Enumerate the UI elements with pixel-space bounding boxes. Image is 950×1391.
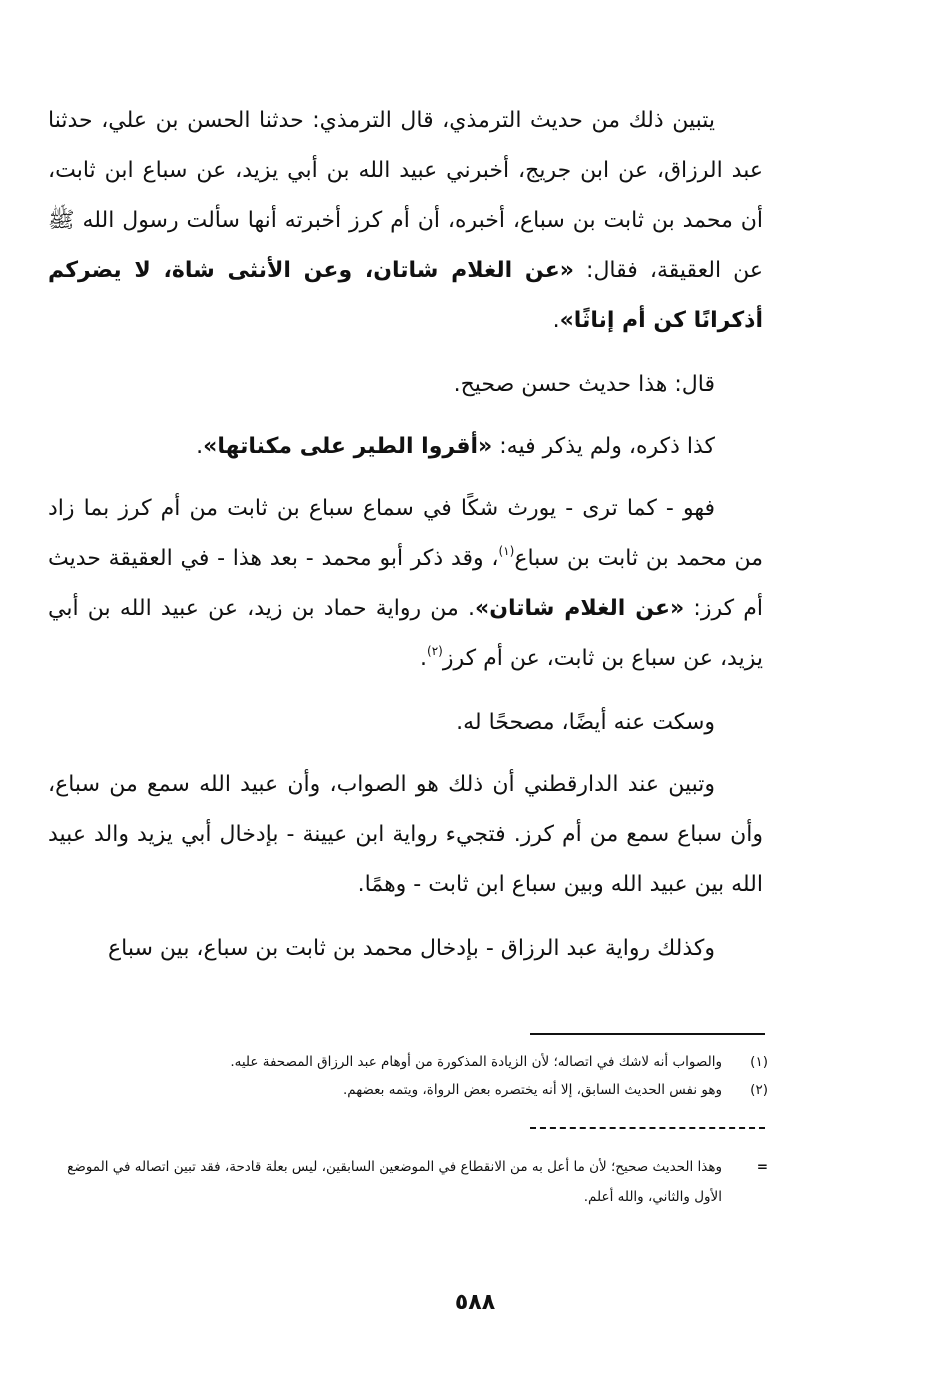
paragraph-text: وتبين عند الدارقطني أن ذلك هو الصواب، وأن عبيد الله سمع من سباع، وأن سباع سمع من أم كرز. فتجيء رواية ابن عيينة - بإدخال أبي يزيد والد عبيد الله بين عبيد الله وبين سباع ابن ثابت - وهمًا. <box>48 772 763 897</box>
paragraph-text: وكذلك رواية عبد الرزاق - بإدخال محمد بن ثابت بن سباع، بين سباع <box>108 936 715 961</box>
paragraph-text: وسكت عنه أيضًا، مصححًا له. <box>456 710 715 735</box>
main-text-block <box>48 96 763 988</box>
paragraph-text: ، وقد ذكر أبو محمد - بعد هذا - في العقيقة حديث أم كرز: <box>48 546 764 621</box>
paragraph-text: قال: هذا حديث حسن صحيح. <box>453 372 715 397</box>
paragraph-text: . <box>552 308 560 333</box>
continuation-separator-line <box>530 1127 765 1129</box>
footnote-item <box>120 1048 768 1076</box>
paragraph-text: يتبين ذلك من حديث الترمذي، قال الترمذي: حدثنا الحسن بن علي، حدثنا عبد الرزاق، عن ابن جريج، أخبرني عبيد الله بن أبي يزيد، عن سباع ابن ثابت، أن محمد بن ثابت بن سباع، أخبره، أن أم كرز أخبرته أنها سألت رسول الله ﷺ عن العقيقة، فقال: <box>48 108 763 283</box>
paragraph <box>48 924 763 974</box>
paragraph-text: كذا ذكره، ولم يذكر فيه: <box>492 434 715 459</box>
footnote-number: (٢) <box>750 1082 768 1098</box>
paragraph <box>48 484 763 684</box>
paragraph <box>48 760 763 910</box>
continued-footnote-text: وهذا الحديث صحيح؛ لأن ما أعل به من الانقطاع في الموضعين السابقين، ليس بعلة قادحة، فقد تبين اتصاله في الموضع الأول والثاني، والله أعلم. <box>67 1159 722 1205</box>
hadith-quote: «عن الغلام شاتان، وعن الأنثى شاة، لا يضركم أذكرانًا كن أم إناثًا» <box>48 258 763 333</box>
paragraph-text: . <box>196 434 204 459</box>
continued-footnote-row <box>60 1152 768 1212</box>
footnote-reference: (٢) <box>427 644 443 658</box>
paragraph <box>48 96 763 346</box>
page-number: ٥٨٨ <box>454 1290 496 1315</box>
footnote-text: والصواب أنه لاشك في اتصاله؛ لأن الزيادة المذكورة من أوهام عبد الرزاق المصحفة عليه. <box>230 1054 722 1070</box>
paragraph-text: . من رواية حماد بن زيد، عن عبيد الله بن أبي يزيد، عن سباع بن ثابت، عن أم كرز <box>48 596 763 671</box>
hadith-quote: «عن الغلام شاتان» <box>475 596 685 621</box>
continuation-marker: = <box>756 1159 768 1175</box>
footnotes-block <box>120 1048 768 1104</box>
footnote-item <box>120 1076 768 1104</box>
footnote-number: (١) <box>750 1054 768 1070</box>
paragraph-text: . <box>420 646 428 671</box>
hadith-quote: «أقروا الطير على مكناتها» <box>203 434 493 459</box>
paragraph-text: فهو - كما ترى - يورث شكًا في سماع سباع بن ثابت من أم كرز بما زاد من محمد بن ثابت بن سباع <box>48 496 763 571</box>
paragraph <box>48 360 763 410</box>
footnote-reference: (١) <box>498 544 515 558</box>
footnote-text: وهو نفس الحديث السابق، إلا أنه يختصره بعض الرواة، ويتمه بعضهم. <box>342 1082 722 1098</box>
paragraph <box>48 698 763 748</box>
footnote-separator-line <box>530 1033 765 1035</box>
continued-footnote <box>60 1152 768 1212</box>
paragraph <box>48 422 763 472</box>
